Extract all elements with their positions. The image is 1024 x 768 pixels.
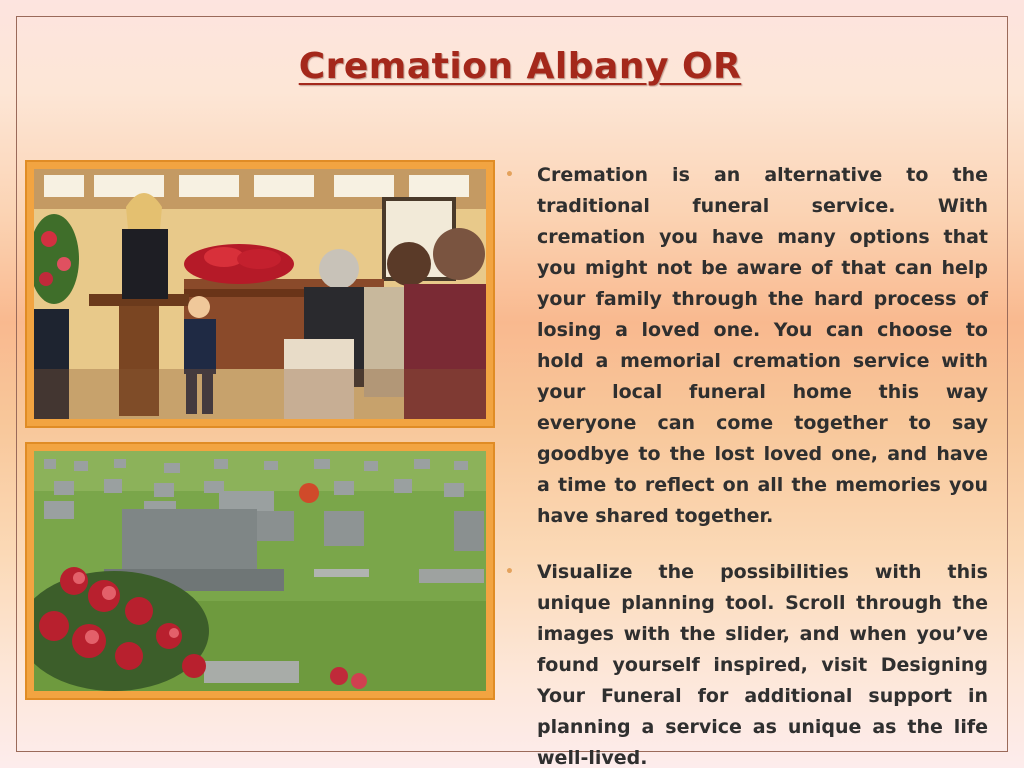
bullet-dot-icon: •: [505, 167, 514, 183]
bullet-dot-icon: •: [505, 564, 514, 580]
bullet-item: [505, 160, 988, 532]
slide-title: Cremation Albany OR: [298, 46, 742, 87]
bullet-text: Visualize the possibilities with this unique planning tool. Scroll through the images with the slider, and when you’ve found yourself inspired, visit Designing Your Funeral for additional support in planning a service as unique as the life well-lived.: [537, 561, 988, 768]
bullet-item: [505, 557, 988, 768]
cemetery-photo-frame: [25, 442, 495, 700]
cemetery-photo: [34, 451, 486, 691]
bullet-text: Cremation is an alternative to the traditional funeral service. With cremation you have many options that you might not be aware of that can help your family through the hard process of losing a loved one. You can choose to hold a memorial cremation service with your local funeral home this way everyone can come together to say goodbye to the lost loved one, and have a time to reflect on all the memories you have shared together.: [537, 164, 988, 527]
memorial-service-photo-frame: [25, 160, 495, 428]
memorial-service-photo: [34, 169, 486, 419]
bullet-list: [505, 160, 988, 768]
